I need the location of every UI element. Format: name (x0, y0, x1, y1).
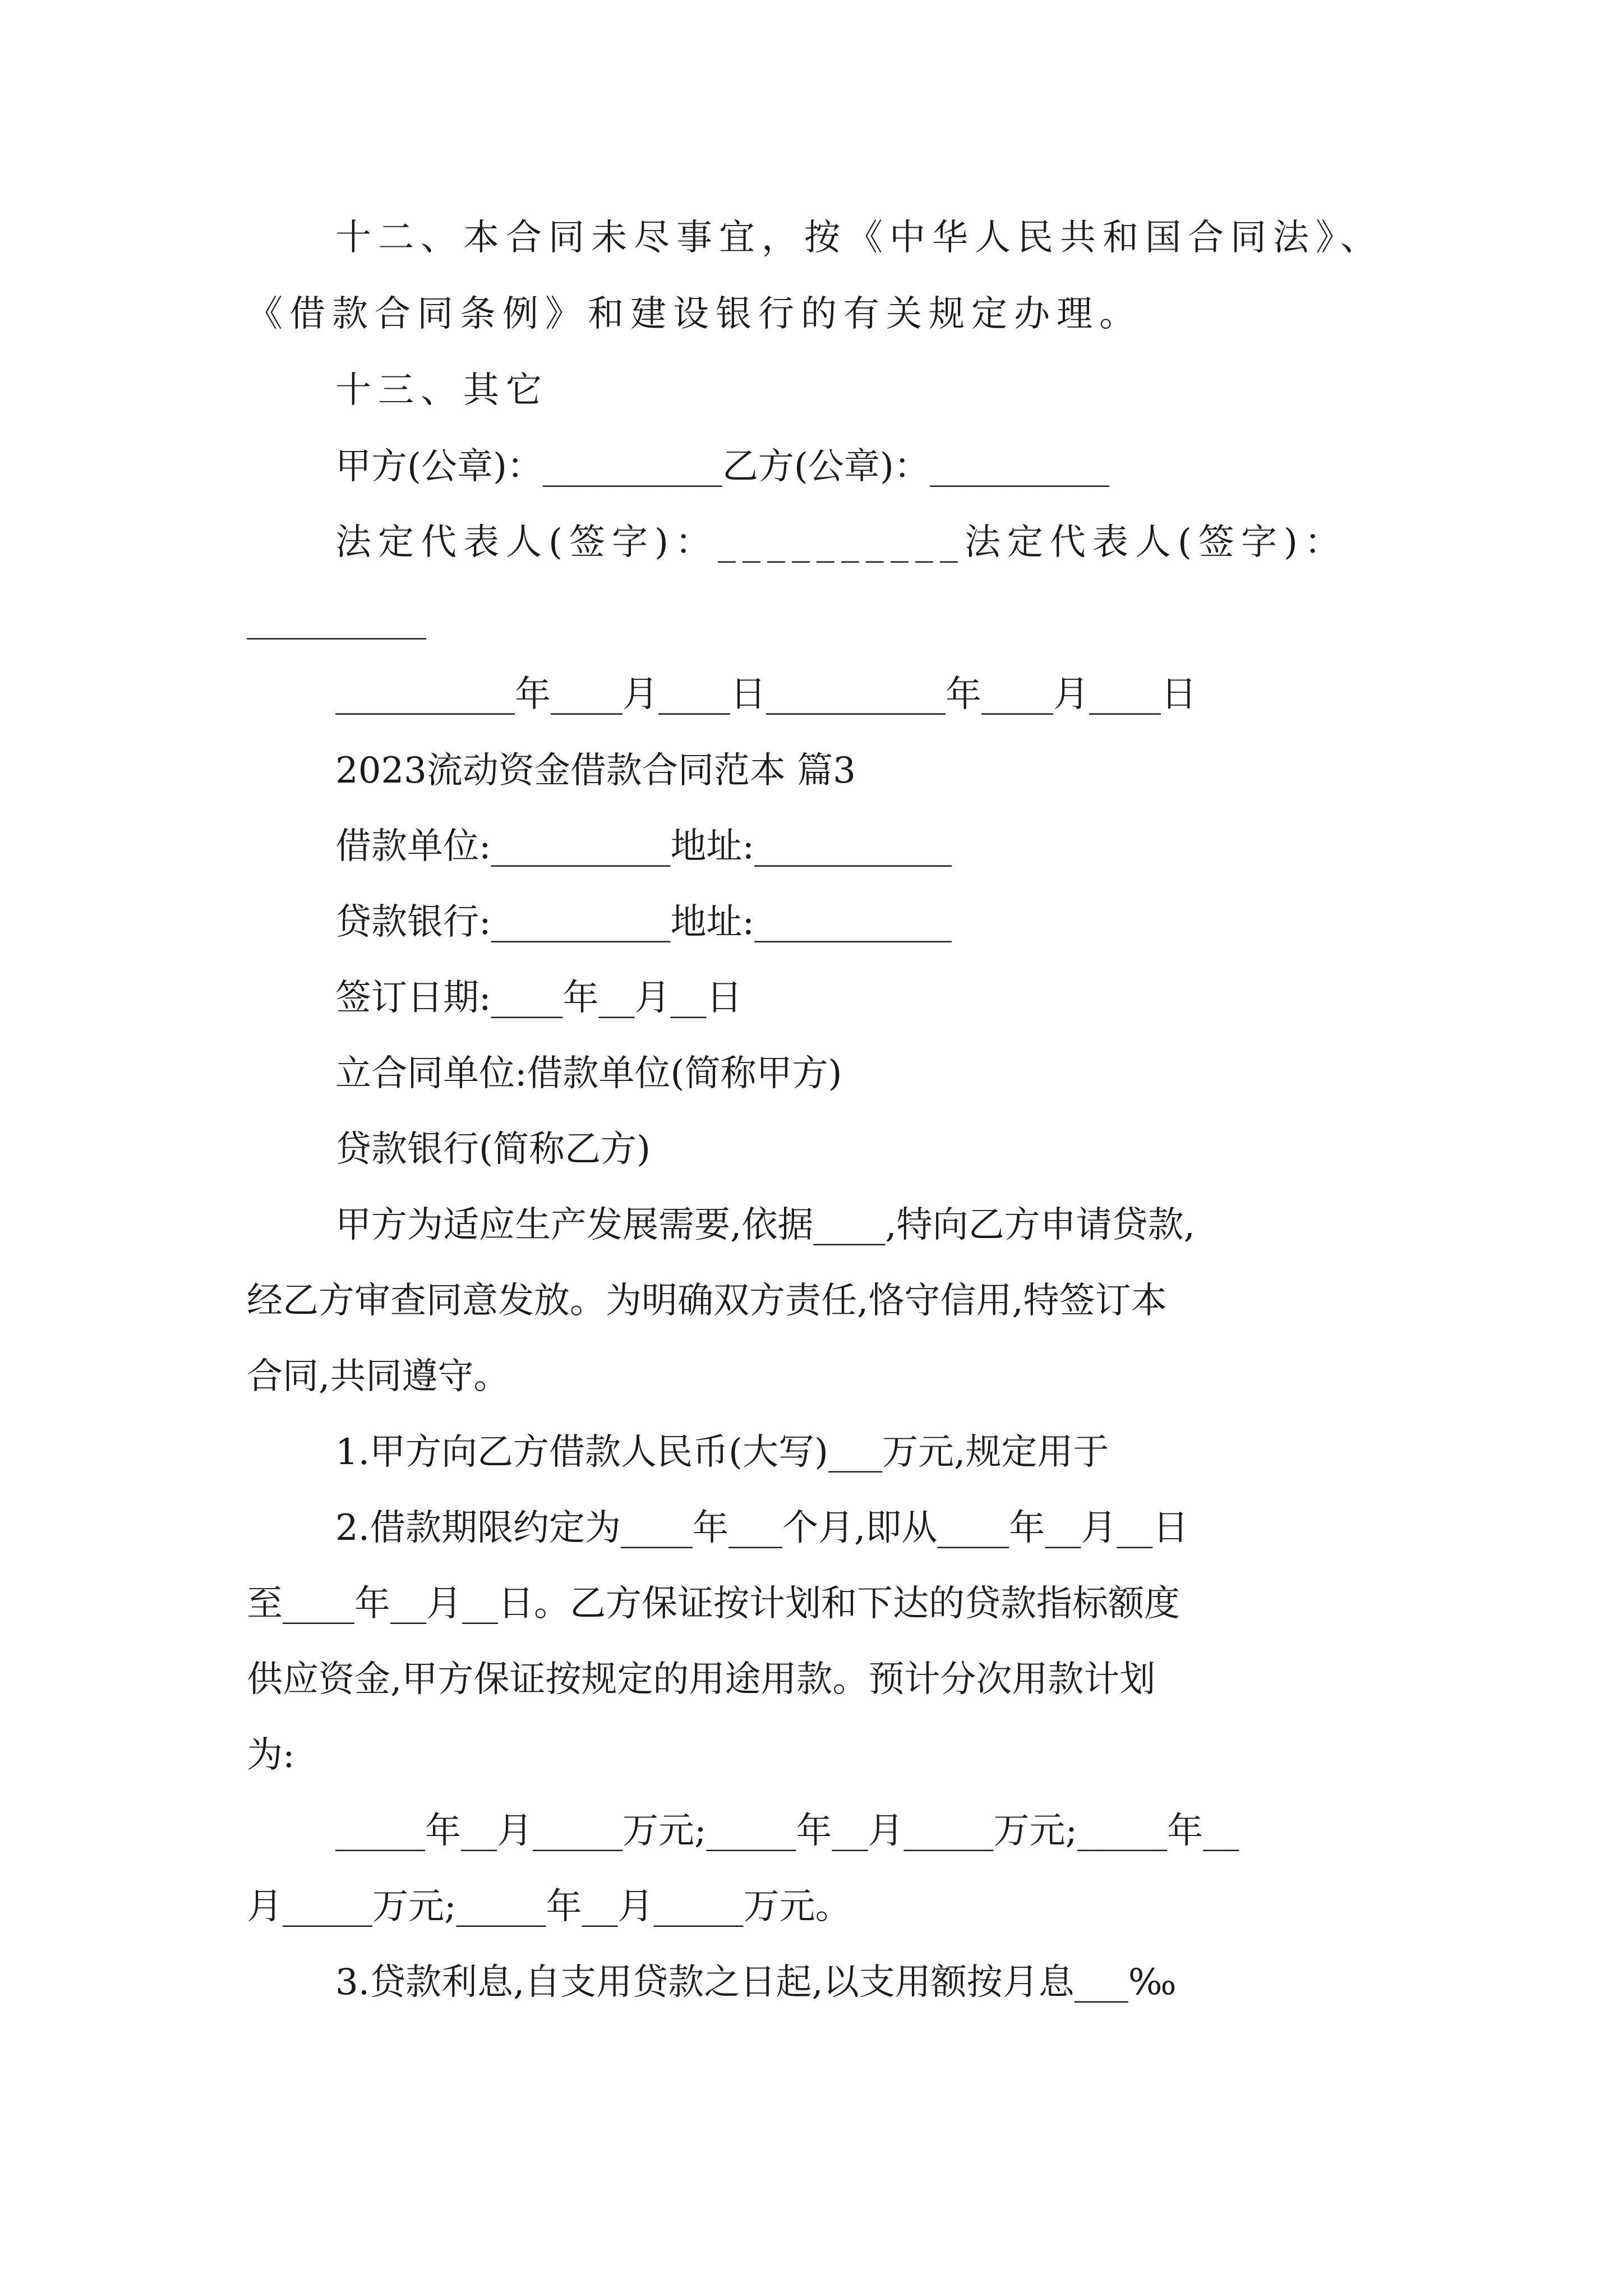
intro-line-3: 合同,共同遵守。 (247, 1356, 510, 1397)
item-2-line-2: 至____年__月__日。乙方保证按计划和下达的贷款指标额度 (247, 1583, 1180, 1625)
signing-date-line: __________年____月____日__________年____月____日 (335, 674, 1197, 715)
party-a-line: 立合同单位:借款单位(简称甲方) (335, 1053, 842, 1094)
item-2-line-1: 2.借款期限约定为____年___个月,即从____年__月__日 (335, 1507, 1189, 1549)
item-2-line-4: 为: (247, 1734, 295, 1776)
schedule-line-2: 月_____万元;_____年__月_____万元。 (247, 1886, 851, 1927)
schedule-line-1: _____年__月_____万元;_____年__月_____万元;_____年__ (335, 1810, 1239, 1852)
section-title: 2023流动资金借款合同范本 篇3 (335, 750, 856, 792)
intro-line-2: 经乙方审查同意发放。为明确双方责任,恪守信用,特签订本 (247, 1280, 1167, 1322)
seal-line: 甲方(公章)：__________乙方(公章)：__________ (335, 446, 1109, 487)
item-2-line-3: 供应资金,甲方保证按规定的用途用款。预计分次用款计划 (247, 1659, 1156, 1700)
party-b-line: 贷款银行(简称乙方) (335, 1129, 651, 1170)
date-line: 签订日期:____年__月__日 (335, 977, 743, 1019)
clause-12-line-2: 《借款合同条例》和建设银行的有关规定办理。 (247, 293, 1142, 335)
legal-rep-blank: __________ (247, 599, 426, 640)
intro-line-1: 甲方为适应生产发展需要,依据____,特向乙方申请贷款, (335, 1204, 1196, 1246)
clause-12-line-1: 十二、本合同未尽事宜，按《中华人民共和国合同法》、 (335, 217, 1383, 259)
item-3: 3.贷款利息,自支用贷款之日起,以支用额按月息___‰ (335, 1962, 1177, 2003)
legal-rep-line: 法定代表人(签字)：__________法定代表人(签字)： (335, 522, 1347, 563)
lender-line: 贷款银行:__________地址:___________ (335, 901, 952, 943)
item-1: 1.甲方向乙方借款人民币(大写)___万元,规定用于 (335, 1432, 1109, 1473)
borrower-line: 借款单位:__________地址:___________ (335, 826, 952, 867)
clause-13-heading: 十三、其它 (335, 370, 548, 411)
